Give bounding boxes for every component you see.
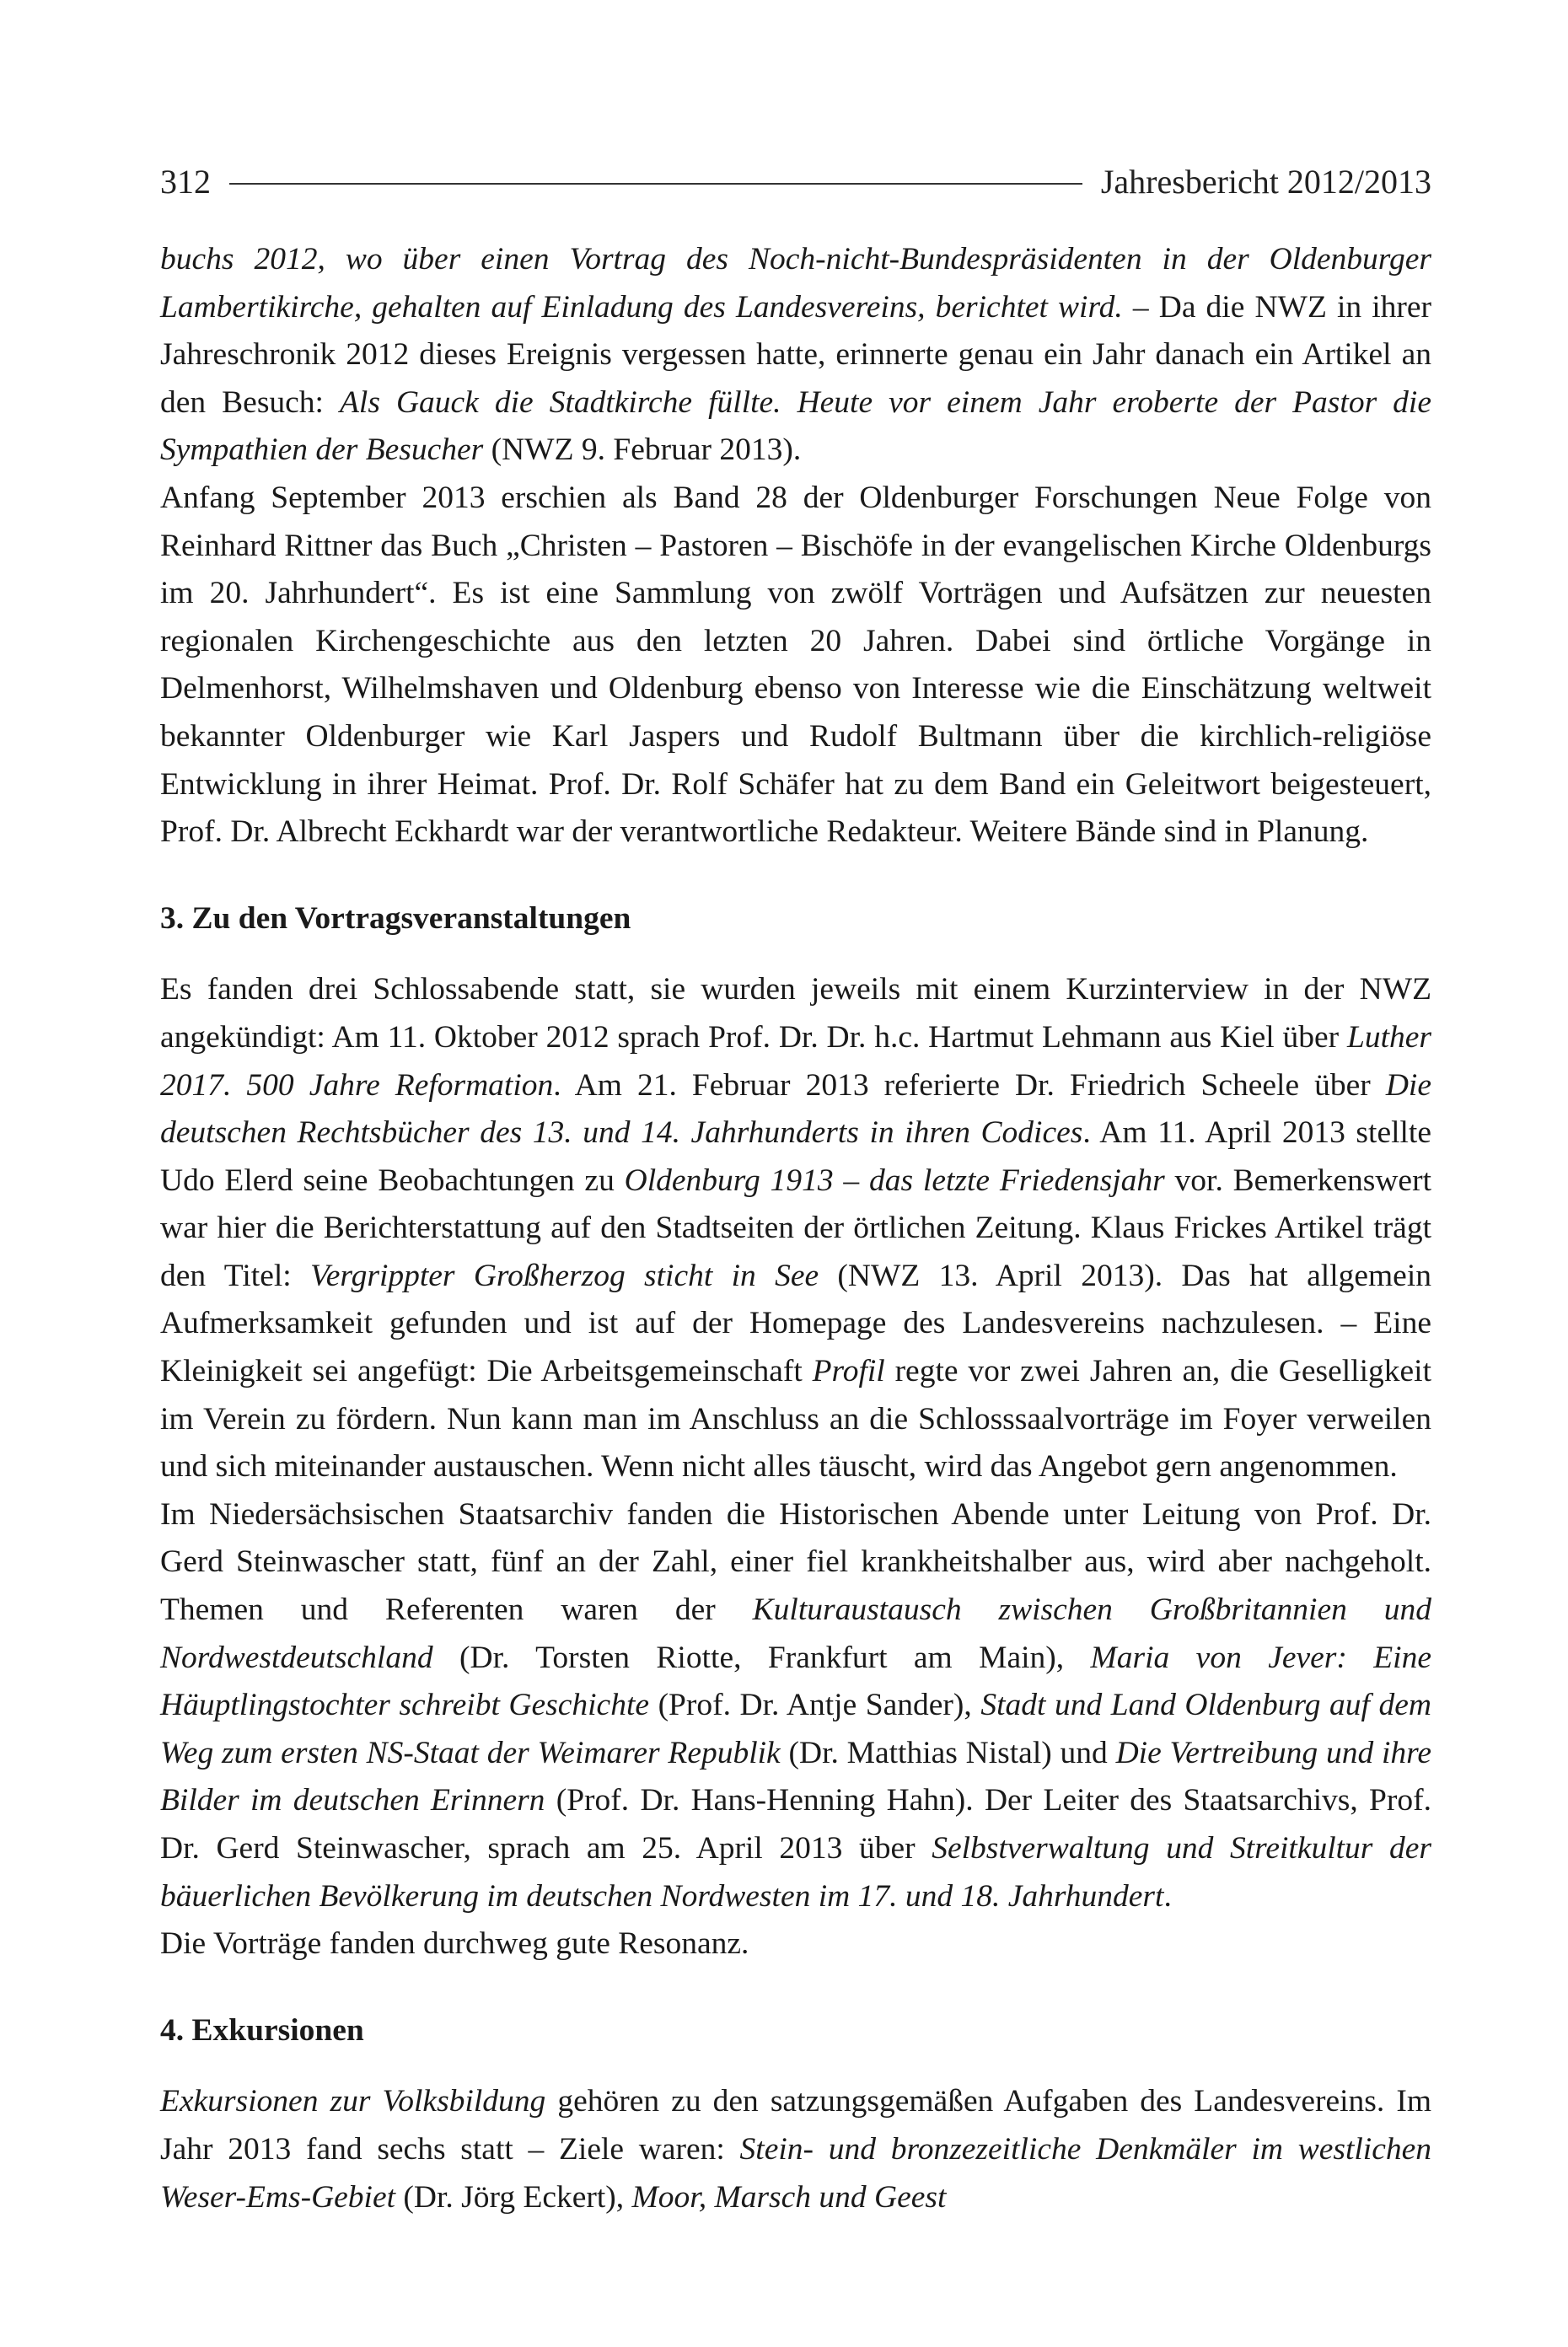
text-run: . Am 21. Februar 2013 referierte Dr. Friedrich Scheele über	[553, 1067, 1386, 1103]
page-number: 312	[160, 163, 211, 201]
text-run: .	[1163, 1878, 1172, 1914]
text-run: vor. Bemerkenswert war hier die Berichterstattung auf den Stadtseiten der örtlichen Zeitung. Klaus Frickes Artikel trägt den Titel:	[160, 1163, 1431, 1293]
paragraph	[160, 1491, 1431, 1920]
italic-text: Als Gauck die Stadtkirche füllte. Heute vor einem Jahr eroberte der Pastor die Sympathien der Besucher	[160, 384, 1431, 468]
text-run: regte vor zwei Jahren an, die Geselligkeit im Verein zu fördern. Nun kann man im Anschluss an die Schlosssaalvorträge im Foyer verweilen und sich miteinander austauschen. Wenn nicht alles täuscht, wird das Angebot gern angenommen.	[160, 1354, 1431, 1485]
section-heading: 3. Zu den Vortragsveranstaltungen	[160, 900, 631, 936]
text-run: . Am 11. April 2013 stellte Udo Elerd seine Beobachtungen zu	[160, 1115, 1431, 1198]
italic-text: Die deutschen Rechtsbücher des 13. und 14. Jahrhunderts in ihren Codices	[160, 1067, 1431, 1151]
text-run: (Dr. Jörg Eckert),	[395, 2179, 632, 2215]
italic-text: Luther 2017. 500 Jahre Reformation	[160, 1019, 1431, 1103]
italic-text: Exkursionen zur Volksbildung	[160, 2084, 546, 2119]
italic-text: Die Vertreibung und ihre Bilder im deutschen Erinnern	[160, 1735, 1431, 1818]
paragraph	[160, 475, 1431, 857]
running-title: Jahresbericht 2012/2013	[1100, 163, 1431, 201]
italic-text: Oldenburg 1913 – das letzte Friedensjahr	[624, 1163, 1165, 1198]
paragraph	[160, 2078, 1431, 2221]
header-rule	[229, 183, 1082, 185]
text-run: Die Vorträge fanden durchweg gute Resonanz.	[160, 1926, 749, 1962]
italic-text: Vergrippter Großherzog sticht in See	[310, 1258, 819, 1293]
text-run: (Prof. Dr. Hans-Henning Hahn). Der Leiter des Staatsarchivs, Prof. Dr. Gerd Steinwascher, sprach am 25. April 2013 über	[160, 1783, 1431, 1866]
text-run: – Da die NWZ in ihrer Jahreschronik 2012 dieses Ereignis vergessen hatte, erinnerte genau ein Jahr danach ein Artikel an den Besuch:	[160, 289, 1431, 420]
section-heading: 4. Exkursionen	[160, 2012, 364, 2048]
paragraph	[160, 966, 1431, 1491]
paragraph	[160, 1920, 1431, 1968]
text-run: (NWZ 9. Februar 2013).	[483, 432, 802, 468]
text-run: gehören zu den satzungsgemäßen Aufgaben des Landesvereins. Im Jahr 2013 fand sechs statt – Ziele waren:	[160, 2084, 1431, 2167]
text-run: (NWZ 13. April 2013). Das hat allgemein Aufmerksamkeit gefunden und ist auf der Homepage des Landesvereins nachzulesen. – Eine Kleinigkeit sei angefügt: Die Arbeitsgemeinschaft	[160, 1258, 1431, 1389]
text-run: Es fanden drei Schlossabende statt, sie wurden jeweils mit einem Kurzinterview in der NWZ angekündigt: Am 11. Oktober 2012 sprach Prof. Dr. Dr. h.c. Hartmut Lehmann aus Kiel über	[160, 972, 1431, 1055]
text-run: (Dr. Matthias Nistal) und	[780, 1735, 1116, 1770]
text-run: Im Niedersächsischen Staatsarchiv fanden die Historischen Abende unter Leitung von Prof. Dr. Gerd Steinwascher statt, fünf an der Zahl, einer fiel krankheitshalber aus, wird aber nachgeholt. Themen und Referenten waren der	[160, 1496, 1431, 1628]
italic-text: buchs 2012, wo über einen Vortrag des Noch-nicht-Bundespräsidenten in der Oldenburger Lambertikirche, gehalten auf Einladung des Landesvereins, berichtet wird.	[160, 242, 1431, 325]
running-header	[160, 160, 1431, 204]
document-page	[160, 160, 1431, 2221]
italic-text: Maria von Jever: Eine Häuptlingstochter schreibt Geschichte	[160, 1640, 1431, 1723]
body-text	[160, 236, 1431, 2221]
italic-text: Stadt und Land Oldenburg auf dem Weg zum ersten NS-Staat der Weimarer Republik	[160, 1688, 1432, 1770]
paragraph	[160, 236, 1431, 475]
text-run: (Dr. Torsten Riotte, Frankfurt am Main),	[432, 1640, 1091, 1675]
italic-text: Stein- und bronzezeitliche Denkmäler im westlichen Weser-Ems-Gebiet	[160, 2131, 1431, 2215]
italic-text: Kulturaustausch zwischen Großbritannien und Nordwestdeutschland	[160, 1592, 1431, 1675]
italic-text: Selbstverwaltung und Streitkultur der bäuerlichen Bevölkerung im deutschen Nordwesten im 17. und 18. Jahrhundert	[160, 1831, 1431, 1914]
text-run: (Prof. Dr. Antje Sander),	[649, 1688, 981, 1723]
italic-text: Moor, Marsch und Geest	[631, 2179, 947, 2215]
italic-text: Profil	[812, 1354, 885, 1389]
text-run: Anfang September 2013 erschien als Band 28 der Oldenburger Forschungen Neue Folge von Reinhard Rittner das Buch „Christen – Pastoren – Bischöfe in der evangelischen Kirche Oldenburgs im 20. Jahrhundert“. Es ist eine Sammlung von zwölf Vorträgen und Aufsätzen zur neuesten regionalen Kirchengeschichte aus den letzten 20 Jahren. Dabei sind örtliche Vorgänge in Delmenhorst, Wilhelmshaven und Oldenburg ebenso von Interesse wie die Einschätzung weltweit bekannter Oldenburger wie Karl Jaspers und Rudolf Bultmann über die kirchlich-religiöse Entwicklung in ihrer Heimat. Prof. Dr. Rolf Schäfer hat zu dem Band ein Geleitwort beigesteuert, Prof. Dr. Albrecht Eckhardt war der verantwortliche Redakteur. Weitere Bände sind in Planung.	[160, 480, 1431, 850]
